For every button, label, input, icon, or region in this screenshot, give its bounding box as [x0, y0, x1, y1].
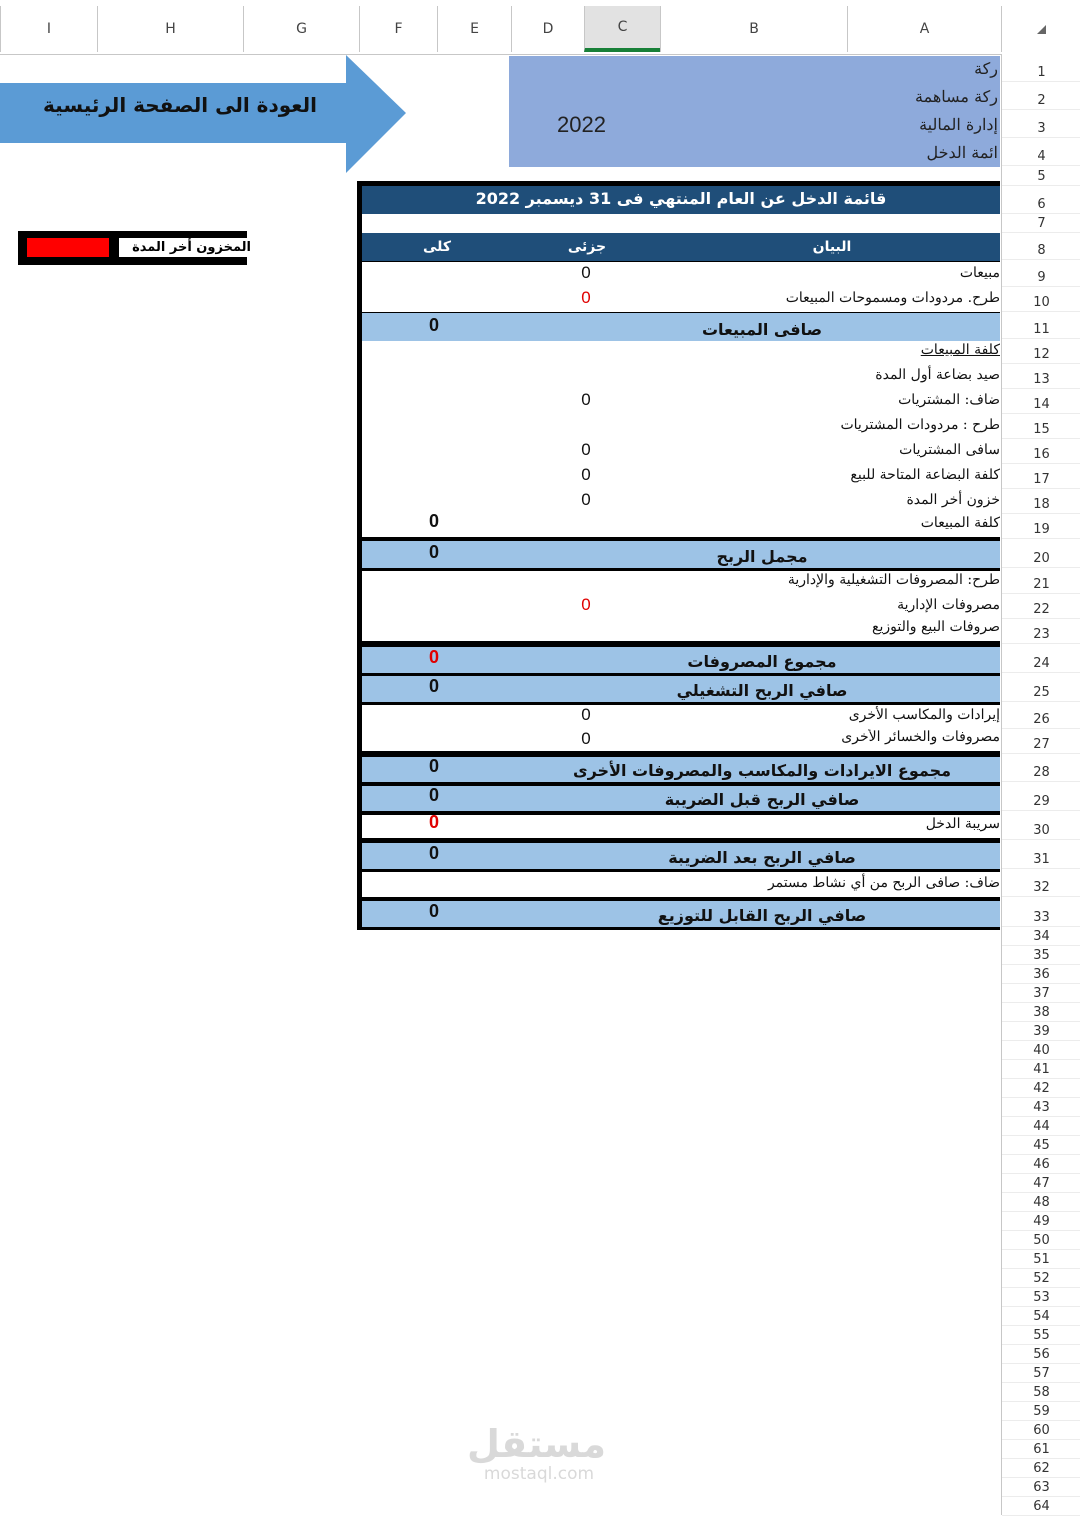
row-description: سافى المشتريات — [899, 442, 1000, 458]
row-header-61[interactable]: 61 — [1002, 1440, 1080, 1459]
row-header-21[interactable]: 21 — [1002, 568, 1080, 594]
statement-row[interactable] — [362, 872, 1000, 897]
row-partial-value: 0 — [581, 288, 591, 307]
statement-row[interactable] — [362, 705, 1000, 729]
row-header-12[interactable]: 12 — [1002, 339, 1080, 364]
row-header-37[interactable]: 37 — [1002, 984, 1080, 1003]
row-header-7[interactable]: 7 — [1002, 214, 1080, 233]
header-total: كلى — [422, 239, 452, 255]
row-header-25[interactable]: 25 — [1002, 673, 1080, 702]
statement-title-row[interactable] — [362, 186, 1000, 214]
row-summary-title: صافي الربح القابل للتوزيع — [657, 906, 867, 925]
company-name: ركة — [974, 59, 998, 78]
row-description: طرح. مردودات ومسموحات المبيعات — [785, 290, 1000, 306]
row-partial-value: 0 — [581, 705, 591, 724]
statement-summary-row[interactable] — [362, 676, 1000, 702]
column-header-f[interactable]: F — [359, 6, 437, 52]
row-partial-value: 0 — [581, 465, 591, 484]
row-header-54[interactable]: 54 — [1002, 1307, 1080, 1326]
row-header-33[interactable]: 33 — [1002, 897, 1080, 927]
row-partial-value: 0 — [581, 263, 591, 282]
row-header-58[interactable]: 58 — [1002, 1383, 1080, 1402]
row-summary-title: صافي الربح بعد الضريبة — [668, 848, 856, 867]
row-header-2[interactable]: 2 — [1002, 82, 1080, 110]
row-total-value: 0 — [428, 901, 439, 921]
statement-header-row[interactable] — [362, 233, 1000, 261]
statement-row[interactable] — [362, 464, 1000, 489]
row-summary-title: مجموع الايرادات والمكاسب والمصروفات الأخرى — [572, 761, 952, 780]
row-header-63[interactable]: 63 — [1002, 1478, 1080, 1497]
statement-row[interactable] — [362, 514, 1000, 537]
row-header-20[interactable]: 20 — [1002, 539, 1080, 568]
row-header-29[interactable]: 29 — [1002, 782, 1080, 811]
statement-row[interactable] — [362, 594, 1000, 619]
row-header-24[interactable]: 24 — [1002, 644, 1080, 673]
statement-summary-row[interactable] — [362, 313, 1000, 341]
statement-summary-row[interactable] — [362, 757, 1000, 782]
row-header-14[interactable]: 14 — [1002, 389, 1080, 414]
legend-label: المخزون أخر المدة — [119, 238, 255, 257]
column-header-g[interactable]: G — [243, 6, 359, 52]
row-header-39[interactable]: 39 — [1002, 1022, 1080, 1041]
row-partial-value: 0 — [581, 490, 591, 509]
statement-summary-row[interactable] — [362, 901, 1000, 927]
row-header-53[interactable]: 53 — [1002, 1288, 1080, 1307]
row-description: صيد بضاعة أول المدة — [875, 367, 1000, 383]
column-header-c[interactable]: C — [584, 6, 660, 52]
row-header-51[interactable]: 51 — [1002, 1250, 1080, 1269]
row-header-46[interactable]: 46 — [1002, 1155, 1080, 1174]
row-description: مبيعات — [959, 265, 1000, 281]
header-partial: جزئى — [567, 239, 607, 255]
spacer-row[interactable] — [362, 214, 1000, 233]
report-year: 2022 — [557, 112, 606, 137]
row-header-42[interactable]: 42 — [1002, 1079, 1080, 1098]
row-header-5[interactable]: 5 — [1002, 166, 1080, 186]
column-header-b[interactable]: B — [660, 6, 847, 52]
row-header-4[interactable]: 4 — [1002, 138, 1080, 166]
select-all-corner[interactable] — [1001, 6, 1080, 52]
row-partial-value: 0 — [581, 390, 591, 409]
statement-row[interactable] — [362, 439, 1000, 464]
row-header-32[interactable]: 32 — [1002, 869, 1080, 897]
row-header-52[interactable]: 52 — [1002, 1269, 1080, 1288]
row-description: سريبة الدخل — [925, 816, 1000, 832]
statement-row[interactable] — [362, 341, 1000, 364]
row-header-43[interactable]: 43 — [1002, 1098, 1080, 1117]
row-summary-title: مجمل الربح — [716, 547, 808, 566]
row-summary-title: صافى المبيعات — [701, 320, 823, 339]
back-to-home-label[interactable]: العودة الى الصفحة الرئيسية — [43, 93, 317, 117]
row-header-bar — [1001, 54, 1080, 1515]
row-total-value: 0 — [428, 542, 439, 562]
row-summary-title: مجموع المصروفات — [687, 652, 837, 671]
row-partial-value: 0 — [581, 440, 591, 459]
row-total-value: 0 — [428, 676, 439, 696]
statement-row[interactable] — [362, 489, 1000, 514]
row-header-3[interactable]: 3 — [1002, 110, 1080, 138]
finance-department: إدارة المالية — [919, 115, 998, 134]
row-header-15[interactable]: 15 — [1002, 414, 1080, 439]
row-header-1[interactable]: 1 — [1002, 54, 1080, 82]
mostaql-watermark-logo: مستقل — [467, 1422, 606, 1466]
row-description: مصروفات الإدارية — [897, 597, 1000, 613]
statement-name: ائمة الدخل — [926, 143, 998, 162]
row-total-value: 0 — [428, 786, 439, 805]
row-total-value: 0 — [428, 757, 439, 776]
statement-summary-row[interactable] — [362, 786, 1000, 811]
row-header-47[interactable]: 47 — [1002, 1174, 1080, 1193]
row-header-23[interactable]: 23 — [1002, 619, 1080, 644]
row-header-8[interactable]: 8 — [1002, 233, 1080, 260]
row-header-60[interactable]: 60 — [1002, 1421, 1080, 1440]
row-total-value: 0 — [428, 514, 439, 531]
legend-swatch — [27, 238, 109, 257]
row-header-13[interactable]: 13 — [1002, 364, 1080, 389]
row-header-38[interactable]: 38 — [1002, 1003, 1080, 1022]
ending-inventory-legend — [18, 231, 251, 265]
row-description: طرح : مردودات المشتريات — [840, 417, 1000, 433]
company-type: ركة مساهمة — [915, 87, 998, 106]
row-header-17[interactable]: 17 — [1002, 464, 1080, 489]
company-header-block[interactable] — [509, 56, 1000, 167]
row-description: إيرادات والمكاسب الأخرى — [848, 707, 1000, 723]
row-header-31[interactable]: 31 — [1002, 840, 1080, 869]
column-header-a[interactable]: A — [847, 6, 1001, 52]
row-header-62[interactable]: 62 — [1002, 1459, 1080, 1478]
statement-summary-row[interactable] — [362, 647, 1000, 673]
row-header-19[interactable]: 19 — [1002, 514, 1080, 539]
statement-summary-row[interactable] — [362, 541, 1000, 568]
row-total-value: 0 — [428, 315, 439, 335]
select-all-icon — [1037, 25, 1046, 34]
row-header-6[interactable]: 6 — [1002, 186, 1080, 214]
row-description: كلفة البضاعة المتاحة للبيع — [850, 467, 1000, 483]
row-header-9[interactable]: 9 — [1002, 260, 1080, 287]
column-header-e[interactable]: E — [437, 6, 511, 52]
row-total-value: 0 — [428, 815, 439, 832]
row-description: كلفة المبيعات — [920, 515, 1000, 531]
row-header-10[interactable]: 10 — [1002, 287, 1080, 312]
header-description: البيان — [812, 239, 852, 255]
statement-row[interactable] — [362, 389, 1000, 414]
row-header-44[interactable]: 44 — [1002, 1117, 1080, 1136]
row-description: ضاف: صافى الربح من أي نشاط مستمر — [767, 875, 1000, 891]
row-header-27[interactable]: 27 — [1002, 729, 1080, 754]
row-header-16[interactable]: 16 — [1002, 439, 1080, 464]
row-description: كلفة المبيعات — [920, 342, 1000, 358]
statement-row[interactable] — [362, 287, 1000, 312]
row-header-22[interactable]: 22 — [1002, 594, 1080, 619]
statement-row[interactable] — [362, 262, 1000, 287]
row-summary-title: صافي الربح قبل الضريبة — [664, 790, 860, 809]
row-description: خزون أخر المدة — [906, 492, 1000, 508]
row-header-45[interactable]: 45 — [1002, 1136, 1080, 1155]
row-description: ضاف: المشتريات — [898, 392, 1000, 408]
row-header-59[interactable]: 59 — [1002, 1402, 1080, 1421]
statement-row[interactable] — [362, 815, 1000, 838]
row-header-11[interactable]: 11 — [1002, 312, 1080, 339]
row-header-26[interactable]: 26 — [1002, 702, 1080, 729]
row-header-49[interactable]: 49 — [1002, 1212, 1080, 1231]
row-description: طرح: المصروفات التشغيلية والإدارية — [787, 572, 1000, 588]
column-header-h[interactable]: H — [97, 6, 243, 52]
row-header-41[interactable]: 41 — [1002, 1060, 1080, 1079]
row-total-value: 0 — [428, 843, 439, 863]
row-partial-value: 0 — [581, 729, 591, 748]
row-header-36[interactable]: 36 — [1002, 965, 1080, 984]
row-header-57[interactable]: 57 — [1002, 1364, 1080, 1383]
column-header-i[interactable]: I — [0, 6, 97, 52]
row-header-35[interactable]: 35 — [1002, 946, 1080, 965]
row-partial-value: 0 — [581, 595, 591, 614]
row-summary-title: صافي الربح التشغيلي — [676, 681, 848, 700]
statement-row[interactable] — [362, 414, 1000, 439]
row-header-30[interactable]: 30 — [1002, 811, 1080, 840]
row-header-64[interactable]: 64 — [1002, 1497, 1080, 1516]
row-header-34[interactable]: 34 — [1002, 927, 1080, 946]
statement-title: قائمة الدخل عن العام المنتهي فى 31 ديسمبر 2022 — [475, 189, 887, 208]
statement-summary-row[interactable] — [362, 843, 1000, 869]
row-description: مصروفات والخسائر الأخرى — [841, 729, 1000, 745]
statement-row[interactable] — [362, 729, 1000, 751]
row-header-40[interactable]: 40 — [1002, 1041, 1080, 1060]
row-header-50[interactable]: 50 — [1002, 1231, 1080, 1250]
row-header-48[interactable]: 48 — [1002, 1193, 1080, 1212]
statement-row[interactable] — [362, 619, 1000, 641]
row-description: صروفات البيع والتوزيع — [872, 619, 1000, 635]
row-header-55[interactable]: 55 — [1002, 1326, 1080, 1345]
mostaql-watermark-url: mostaql.com — [483, 1464, 595, 1484]
statement-row[interactable] — [362, 364, 1000, 389]
column-header-d[interactable]: D — [511, 6, 584, 52]
row-total-value: 0 — [428, 647, 439, 667]
income-statement-table — [357, 181, 1000, 930]
row-header-28[interactable]: 28 — [1002, 754, 1080, 782]
statement-row[interactable] — [362, 571, 1000, 594]
row-header-18[interactable]: 18 — [1002, 489, 1080, 514]
row-header-56[interactable]: 56 — [1002, 1345, 1080, 1364]
